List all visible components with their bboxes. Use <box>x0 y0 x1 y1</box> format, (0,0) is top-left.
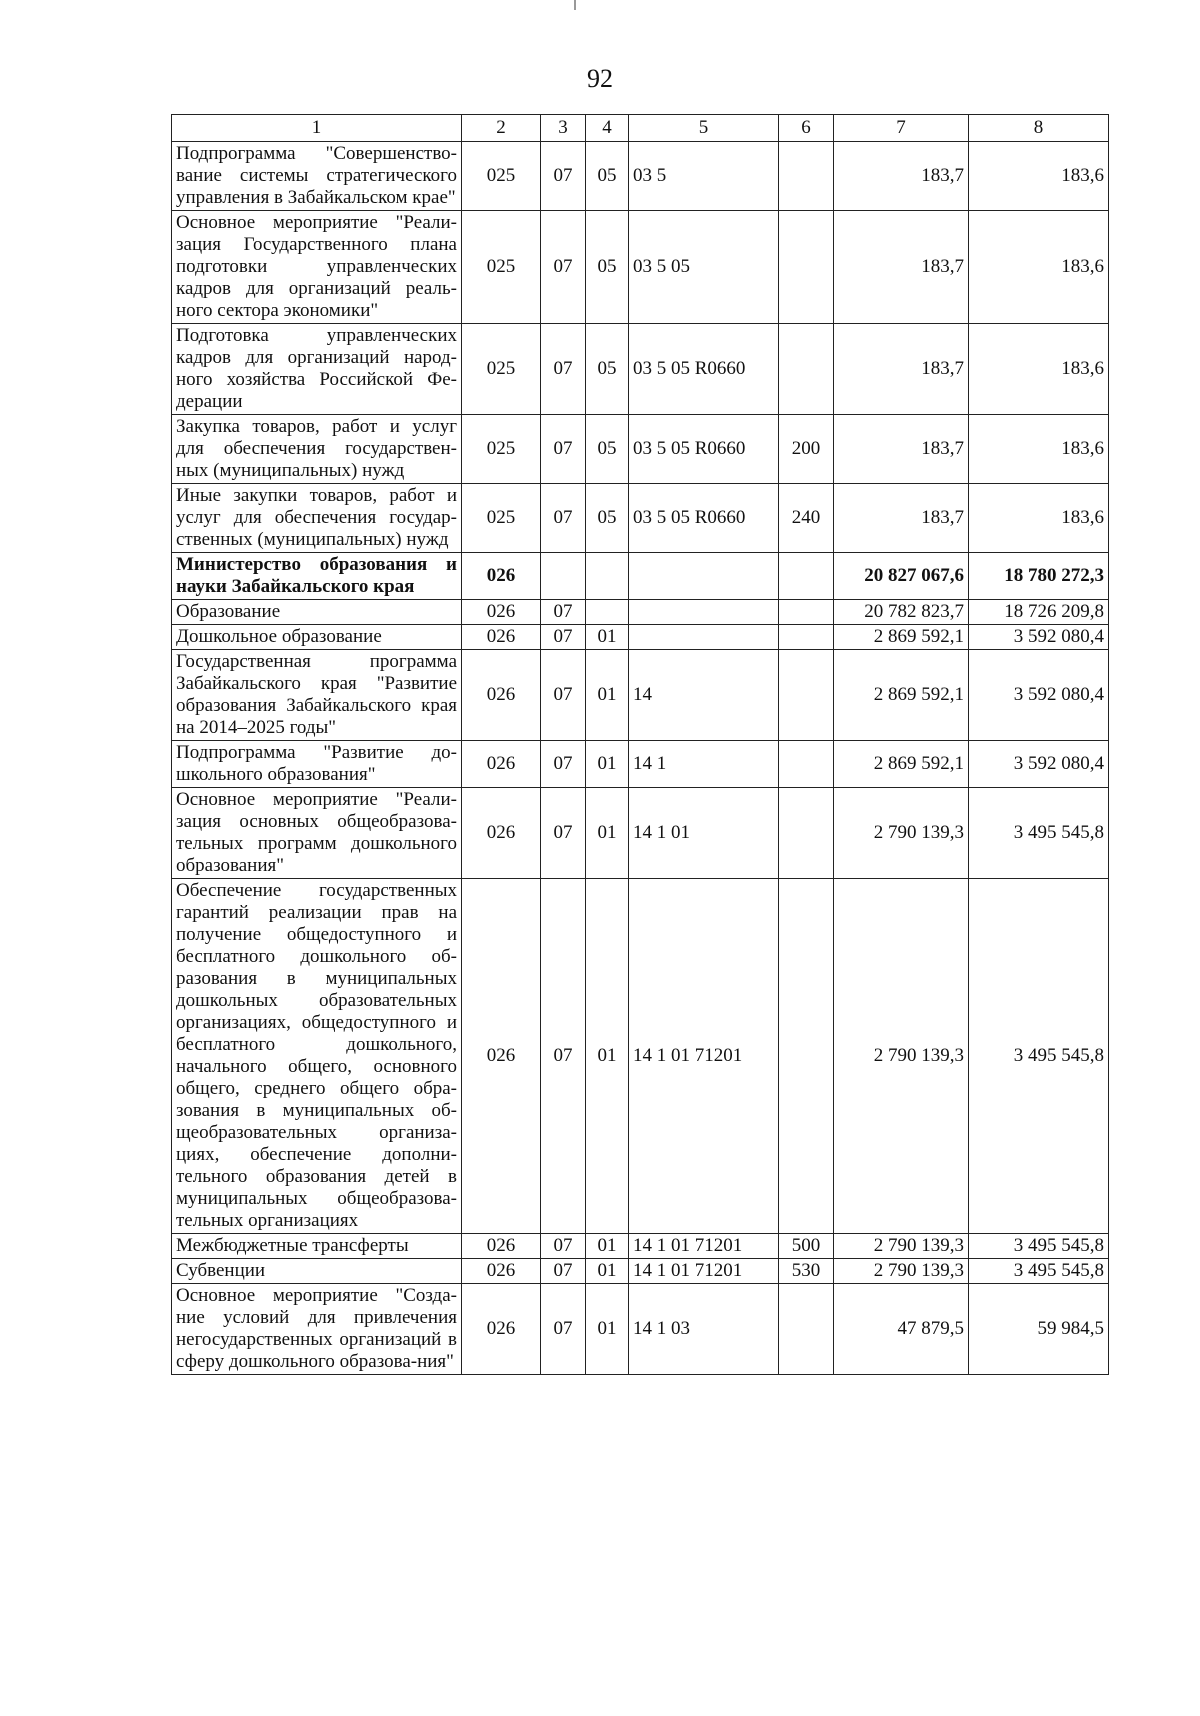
column-header: 7 <box>834 115 969 142</box>
amount-year-2-cell: 183,6 <box>969 142 1109 211</box>
expense-type-cell: 500 <box>779 1234 834 1259</box>
subsection-cell: 01 <box>586 650 629 741</box>
amount-year-2-cell: 183,6 <box>969 415 1109 484</box>
section-cell: 07 <box>541 1234 586 1259</box>
target-article-cell <box>629 600 779 625</box>
amount-year-1-cell: 47 879,5 <box>834 1284 969 1375</box>
ministry-code-cell: 025 <box>462 484 541 553</box>
row-name-cell: Подпрограмма "Развитие до-школьного образования" <box>172 741 462 788</box>
section-cell: 07 <box>541 324 586 415</box>
expense-type-cell <box>779 324 834 415</box>
amount-year-2-cell: 3 495 545,8 <box>969 1234 1109 1259</box>
section-cell: 07 <box>541 415 586 484</box>
table-row <box>172 788 1109 879</box>
subsection-cell: 01 <box>586 879 629 1234</box>
amount-year-2-cell: 3 495 545,8 <box>969 788 1109 879</box>
expense-type-cell: 530 <box>779 1259 834 1284</box>
amount-year-2-cell: 183,6 <box>969 211 1109 324</box>
budget-table <box>171 114 1109 1375</box>
subsection-cell: 01 <box>586 788 629 879</box>
ministry-code-cell: 026 <box>462 553 541 600</box>
table-row <box>172 484 1109 553</box>
expense-type-cell <box>779 1284 834 1375</box>
amount-year-2-cell: 59 984,5 <box>969 1284 1109 1375</box>
amount-year-2-cell: 183,6 <box>969 324 1109 415</box>
target-article-cell: 14 1 01 71201 <box>629 1259 779 1284</box>
section-cell <box>541 553 586 600</box>
section-cell: 07 <box>541 1259 586 1284</box>
table-row <box>172 324 1109 415</box>
column-header: 2 <box>462 115 541 142</box>
ministry-code-cell: 025 <box>462 142 541 211</box>
amount-year-1-cell: 183,7 <box>834 484 969 553</box>
row-name-cell: Иные закупки товаров, работ и услуг для обеспечения государ-ственных (муниципальных) нужд <box>172 484 462 553</box>
amount-year-2-cell: 3 592 080,4 <box>969 625 1109 650</box>
section-cell: 07 <box>541 1284 586 1375</box>
table-row <box>172 1284 1109 1375</box>
section-cell: 07 <box>541 142 586 211</box>
table-row <box>172 741 1109 788</box>
table-row <box>172 415 1109 484</box>
column-header: 4 <box>586 115 629 142</box>
amount-year-1-cell: 20 782 823,7 <box>834 600 969 625</box>
subsection-cell: 01 <box>586 741 629 788</box>
subsection-cell: 05 <box>586 484 629 553</box>
target-article-cell: 14 <box>629 650 779 741</box>
expense-type-cell <box>779 142 834 211</box>
amount-year-1-cell: 183,7 <box>834 142 969 211</box>
amount-year-1-cell: 2 869 592,1 <box>834 741 969 788</box>
amount-year-1-cell: 20 827 067,6 <box>834 553 969 600</box>
ministry-code-cell: 026 <box>462 625 541 650</box>
expense-type-cell <box>779 879 834 1234</box>
column-header: 5 <box>629 115 779 142</box>
target-article-cell: 14 1 01 71201 <box>629 879 779 1234</box>
ministry-code-cell: 026 <box>462 1234 541 1259</box>
subsection-cell: 01 <box>586 1259 629 1284</box>
subsection-cell: 05 <box>586 142 629 211</box>
row-name-cell: Субвенции <box>172 1259 462 1284</box>
table-header-row <box>172 115 1109 142</box>
table-row <box>172 1259 1109 1284</box>
expense-type-cell <box>779 625 834 650</box>
expense-type-cell <box>779 788 834 879</box>
target-article-cell: 14 1 01 71201 <box>629 1234 779 1259</box>
section-cell: 07 <box>541 625 586 650</box>
ministry-code-cell: 026 <box>462 879 541 1234</box>
amount-year-2-cell: 3 592 080,4 <box>969 741 1109 788</box>
row-name-cell: Закупка товаров, работ и услуг для обеспечения государствен-ных (муниципальных) нужд <box>172 415 462 484</box>
column-header: 3 <box>541 115 586 142</box>
expense-type-cell <box>779 650 834 741</box>
subsection-cell: 01 <box>586 625 629 650</box>
amount-year-1-cell: 2 790 139,3 <box>834 788 969 879</box>
row-name-cell: Подпрограмма "Совершенство-вание системы стратегического управления в Забайкальском крае" <box>172 142 462 211</box>
row-name-cell: Образование <box>172 600 462 625</box>
section-cell: 07 <box>541 484 586 553</box>
amount-year-1-cell: 2 790 139,3 <box>834 1234 969 1259</box>
ministry-code-cell: 026 <box>462 788 541 879</box>
target-article-cell: 03 5 05 <box>629 211 779 324</box>
target-article-cell: 03 5 05 R0660 <box>629 415 779 484</box>
row-name-cell: Основное мероприятие "Созда-ние условий для привлечения негосударственных организаций в сферу дошкольного образова-ния" <box>172 1284 462 1375</box>
column-header: 1 <box>172 115 462 142</box>
column-header: 6 <box>779 115 834 142</box>
expense-type-cell <box>779 741 834 788</box>
ministry-code-cell: 026 <box>462 600 541 625</box>
amount-year-2-cell: 18 726 209,8 <box>969 600 1109 625</box>
section-cell: 07 <box>541 879 586 1234</box>
target-article-cell: 14 1 <box>629 741 779 788</box>
amount-year-1-cell: 2 869 592,1 <box>834 650 969 741</box>
subsection-cell <box>586 600 629 625</box>
section-cell: 07 <box>541 741 586 788</box>
ministry-code-cell: 026 <box>462 650 541 741</box>
ministry-code-cell: 026 <box>462 1259 541 1284</box>
amount-year-2-cell: 18 780 272,3 <box>969 553 1109 600</box>
section-cell: 07 <box>541 650 586 741</box>
table-body <box>172 142 1109 1375</box>
row-name-cell: Дошкольное образование <box>172 625 462 650</box>
page-number: 92 <box>587 64 613 93</box>
table-row <box>172 600 1109 625</box>
target-article-cell <box>629 553 779 600</box>
amount-year-1-cell: 2 869 592,1 <box>834 625 969 650</box>
row-name-cell: Основное мероприятие "Реали-зация Государственного плана подготовки управленческих кадров для организаций реаль-ного сектора экономики" <box>172 211 462 324</box>
table-row <box>172 1234 1109 1259</box>
subsection-cell: 05 <box>586 324 629 415</box>
row-name-cell: Межбюджетные трансферты <box>172 1234 462 1259</box>
amount-year-1-cell: 2 790 139,3 <box>834 879 969 1234</box>
row-name-cell: Министерство образования и науки Забайкальского края <box>172 553 462 600</box>
table-row <box>172 142 1109 211</box>
table-row <box>172 625 1109 650</box>
ministry-code-cell: 026 <box>462 1284 541 1375</box>
row-name-cell: Государственная программа Забайкальского края "Развитие образования Забайкальского края на 2014–2025 годы" <box>172 650 462 741</box>
column-header: 8 <box>969 115 1109 142</box>
section-cell: 07 <box>541 600 586 625</box>
table-row <box>172 650 1109 741</box>
row-name-cell: Подготовка управленческих кадров для организаций народ-ного хозяйства Российской Фе-дерации <box>172 324 462 415</box>
amount-year-1-cell: 183,7 <box>834 211 969 324</box>
scan-artifact-mark <box>574 0 576 10</box>
expense-type-cell <box>779 211 834 324</box>
section-cell: 07 <box>541 211 586 324</box>
amount-year-1-cell: 2 790 139,3 <box>834 1259 969 1284</box>
ministry-code-cell: 025 <box>462 324 541 415</box>
amount-year-2-cell: 3 592 080,4 <box>969 650 1109 741</box>
expense-type-cell: 240 <box>779 484 834 553</box>
ministry-code-cell: 026 <box>462 741 541 788</box>
row-name-cell: Основное мероприятие "Реали-зация основных общеобразова-тельных программ дошкольного образования" <box>172 788 462 879</box>
subsection-cell: 01 <box>586 1234 629 1259</box>
target-article-cell <box>629 625 779 650</box>
section-cell: 07 <box>541 788 586 879</box>
ministry-code-cell: 025 <box>462 415 541 484</box>
subsection-cell <box>586 553 629 600</box>
subsection-cell: 01 <box>586 1284 629 1375</box>
amount-year-2-cell: 3 495 545,8 <box>969 879 1109 1234</box>
target-article-cell: 03 5 05 R0660 <box>629 484 779 553</box>
target-article-cell: 03 5 05 R0660 <box>629 324 779 415</box>
row-name-cell: Обеспечение государственных гарантий реализации прав на получение общедоступного и бесплатного дошкольного об-разования в муниципальных дошкольных образовательных организациях, общедоступного и бесплатного дошкольного, начального общего, основного общего, среднего общего обра-зования в муниципальных об-щеобразовательных организа-циях, обеспечение дополни-тельного образования детей в муниципальных общеобразова-тельных организациях <box>172 879 462 1234</box>
target-article-cell: 14 1 03 <box>629 1284 779 1375</box>
target-article-cell: 03 5 <box>629 142 779 211</box>
amount-year-1-cell: 183,7 <box>834 415 969 484</box>
subsection-cell: 05 <box>586 211 629 324</box>
expense-type-cell <box>779 600 834 625</box>
table-row <box>172 211 1109 324</box>
expense-type-cell: 200 <box>779 415 834 484</box>
amount-year-2-cell: 183,6 <box>969 484 1109 553</box>
target-article-cell: 14 1 01 <box>629 788 779 879</box>
ministry-code-cell: 025 <box>462 211 541 324</box>
subsection-cell: 05 <box>586 415 629 484</box>
amount-year-1-cell: 183,7 <box>834 324 969 415</box>
expense-type-cell <box>779 553 834 600</box>
table-row <box>172 553 1109 600</box>
amount-year-2-cell: 3 495 545,8 <box>969 1259 1109 1284</box>
table-row <box>172 879 1109 1234</box>
